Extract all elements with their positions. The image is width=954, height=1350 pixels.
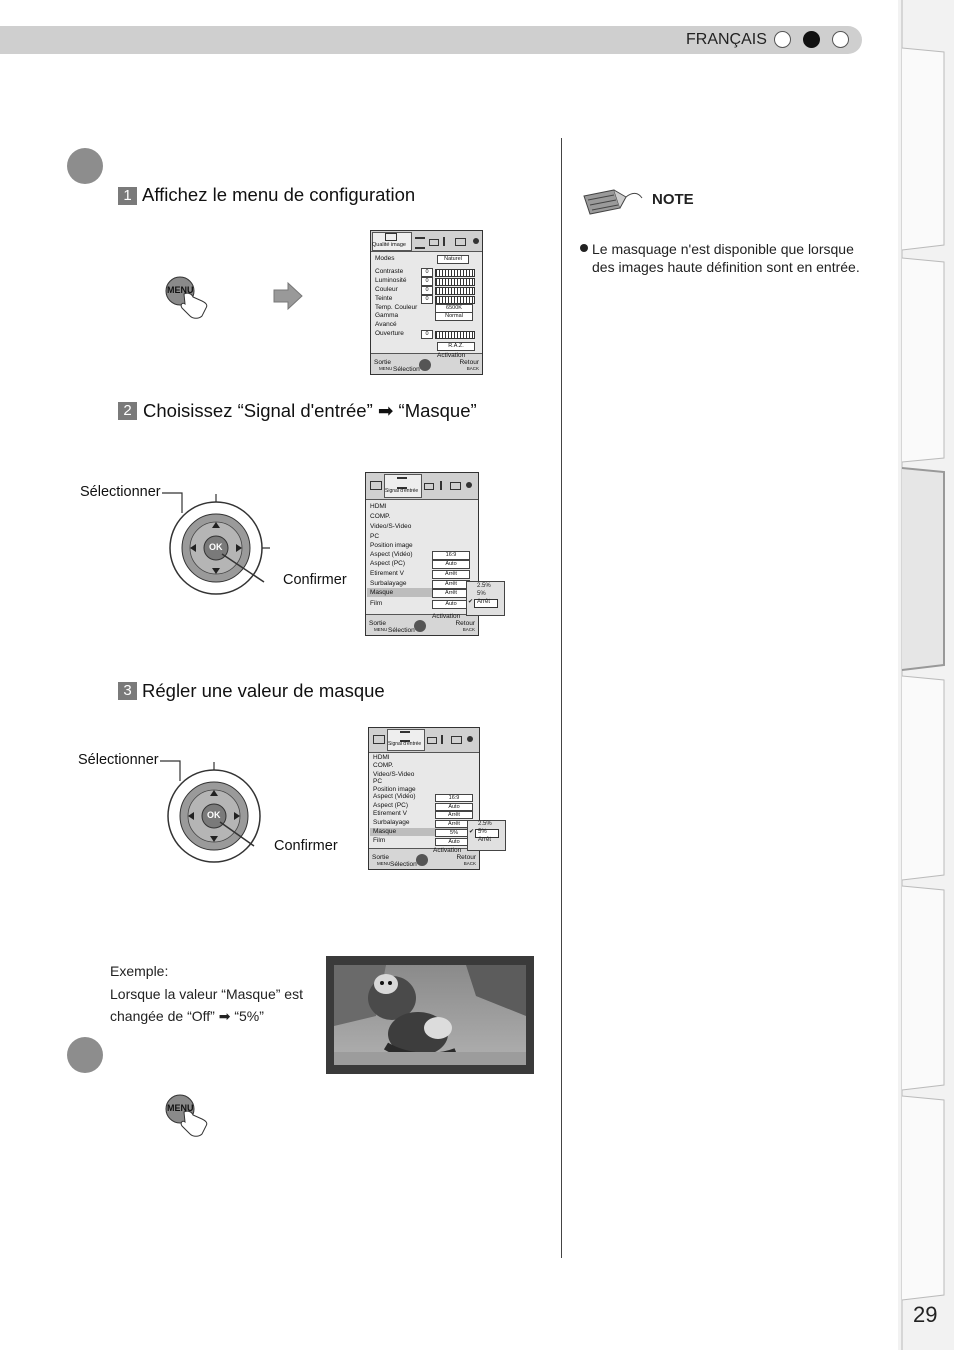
menu-screenshot-input-signal-masque: Signal d'entrée HDMI COMP. Video/S-Video PC Position image Aspect (Vidéo) 16:9 Aspect (PC) Auto Etirement V Arrêt Surbalayage Arrêt Masque 5% Film Auto Sortie MENU Activation Sélection Retour BACK bbox=[368, 727, 480, 870]
language-label: FRANÇAIS bbox=[686, 31, 767, 48]
select-label: Sélectionner bbox=[78, 752, 159, 768]
menu-screenshot-input-signal: Signal d'entrée HDMI COMP. Video/S-Video PC Position image Aspect (Vidéo) 16:9 Aspect (PC) Auto Etirement V Arrêt Surbalayage Arrêt Masque Arrêt Film Auto Sortie MENU Activation Sélection Retour BACK bbox=[365, 472, 479, 636]
column-divider bbox=[561, 138, 562, 1258]
page-indicator-dot-3 bbox=[832, 31, 849, 48]
note-title: NOTE bbox=[652, 191, 694, 208]
bullet-icon bbox=[580, 244, 588, 252]
leader-line bbox=[160, 488, 190, 518]
step-number: 3 bbox=[118, 682, 137, 700]
check-icon: ✔ bbox=[469, 829, 475, 835]
menu-button-label[interactable]: MENU bbox=[167, 285, 194, 295]
step-title: Affichez le menu de configuration bbox=[142, 184, 416, 205]
step-title: Choisissez “Signal d'entrée” ➡ “Masque” bbox=[143, 400, 477, 421]
section-bullet bbox=[67, 148, 103, 184]
menu-button-press-icon bbox=[162, 274, 218, 322]
example-text: Exemple: Lorsque la valeur “Masque” est changée de “Off” ➡ “5%” bbox=[110, 963, 303, 1024]
step-number: 2 bbox=[118, 402, 137, 420]
submenu-popup: 2.5% ✔ 5% Arrêt bbox=[467, 820, 506, 851]
check-icon: ✔ bbox=[468, 599, 474, 605]
confirm-label: Confirmer bbox=[283, 572, 347, 588]
section-tabs bbox=[898, 0, 954, 1350]
page-indicator-dot-1 bbox=[774, 31, 791, 48]
confirm-label: Confirmer bbox=[274, 838, 338, 854]
tab-label: Qualité image bbox=[372, 242, 406, 248]
leader-line bbox=[158, 756, 188, 786]
arrow-right-icon bbox=[272, 281, 304, 311]
page-indicator-dot-2 bbox=[803, 31, 820, 48]
note-pencil-icon bbox=[580, 186, 646, 216]
menu-button-label[interactable]: MENU bbox=[167, 1103, 194, 1113]
example-photo bbox=[326, 956, 534, 1074]
section-bullet bbox=[67, 1037, 103, 1073]
tab-label: Signal d'entrée bbox=[385, 488, 419, 494]
note-text: Le masquage n'est disponible que lorsque des images haute définition sont en entrée. bbox=[592, 241, 860, 275]
step-title: Régler une valeur de masque bbox=[142, 680, 385, 701]
tab-label: Signal d'entrée bbox=[388, 741, 422, 747]
step-number: 1 bbox=[118, 187, 137, 205]
page-number: 29 bbox=[913, 1302, 938, 1327]
menu-button-press-icon bbox=[162, 1092, 218, 1140]
submenu-popup: 2.5% 5% ✔ Arrêt bbox=[466, 581, 505, 616]
ok-button-label[interactable]: OK bbox=[207, 810, 221, 820]
red-panda-photo bbox=[326, 956, 534, 1074]
menu-screenshot-quality: Qualité image Modes Naturel Contraste 0 Luminosité 0 Couleur 0 Teinte 0 Temp. Couleur 6500K Gamma Normal Avancé Ouverture 0 R.A.Z. Sortie MENU Activation Sélection Retour BACK bbox=[370, 230, 483, 375]
ok-button-label[interactable]: OK bbox=[209, 542, 223, 552]
select-label: Sélectionner bbox=[80, 484, 161, 500]
